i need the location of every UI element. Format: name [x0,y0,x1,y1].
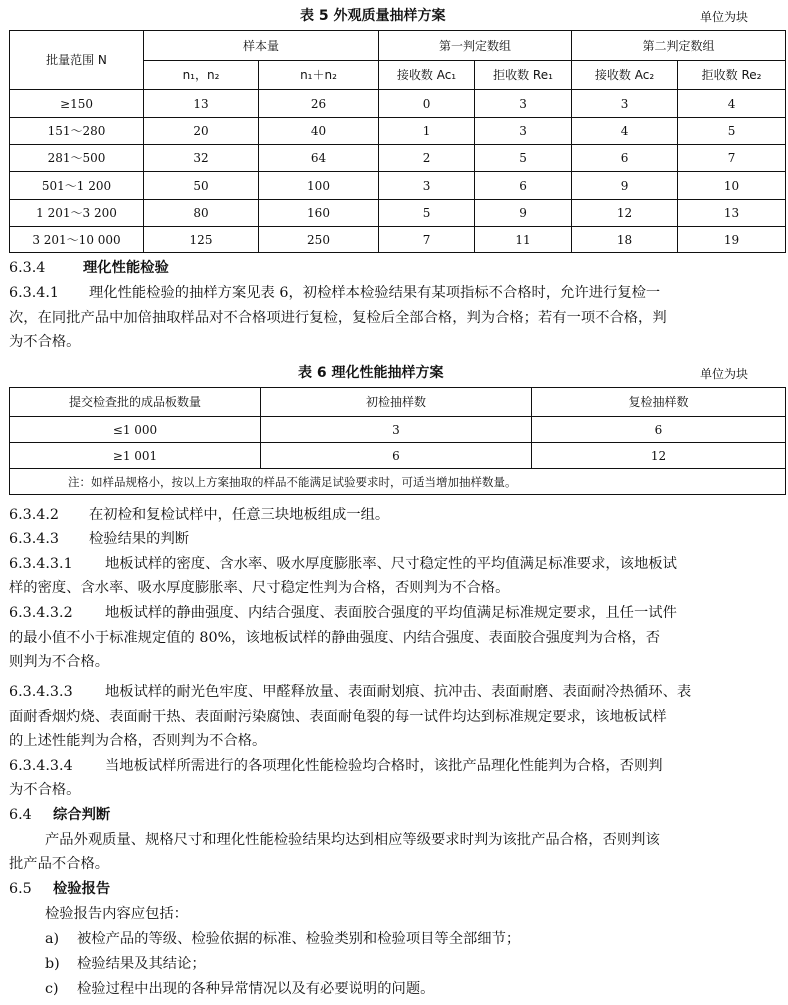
cell: 12 [532,443,786,469]
cell: 9 [572,172,678,200]
cell: 160 [259,200,379,227]
header-re2: 拒收数 Re₂ [678,61,786,90]
header-re1: 拒收数 Re₁ [475,61,572,90]
cell: 151～280 [10,118,144,145]
cell: 6 [572,145,678,172]
paragraph-text: 检验结果的判断 [89,531,190,547]
paragraph-text: 理化性能检验的抽样方案见表 6，初检样本检验结果有某项指标不合格时，允许进行复检一 [89,285,661,301]
section-6-4-heading [9,805,110,825]
section-number: 6.3.4.1 [9,285,60,301]
cell: 18 [572,227,678,253]
table5-unit: 单位为块 [700,10,749,24]
cell: 10 [678,172,786,200]
list-label: c) [45,981,59,997]
header-first-group: 第一判定数组 [379,31,572,61]
cell: ≥1 001 [10,443,261,469]
list-text: 被检产品的等级、检验依据的标准、检验类别和检验项目等全部细节； [77,931,521,947]
cell: 6 [532,417,786,443]
para-6-3-4-3 [9,529,189,549]
paragraph-text: 地板试样的密度、含水率、吸水厚度膨胀率、尺寸稳定性的平均值满足标准要求，该地板试 [105,556,677,572]
section-title: 综合判断 [53,807,111,823]
cell: 1 [379,118,475,145]
cell: 5 [475,145,572,172]
para-6-5-intro: 检验报告内容应包括： [45,906,188,922]
header-batch-quantity: 提交检查批的成品板数量 [10,388,261,417]
para-6-3-4-1-line2: 次，在同批产品中加倍抽取样品对不合格项进行复检，复检后全部合格，判为合格；若有一项不合格，判 [9,310,667,326]
header-recheck-sample: 复检抽样数 [532,388,786,417]
header-ac2: 接收数 Ac₂ [572,61,678,90]
cell: 2 [379,145,475,172]
section-6-3-4-heading [9,258,169,278]
section-number: 6.3.4.3.4 [9,758,73,774]
cell: 7 [379,227,475,253]
header-n-sum: n₁＋n₂ [259,61,379,90]
table-row [10,417,786,443]
cell: 6 [261,443,532,469]
cell: 26 [259,90,379,118]
cell: 19 [678,227,786,253]
header-initial-sample: 初检抽样数 [261,388,532,417]
table-row [10,227,786,253]
cell: 6 [475,172,572,200]
cell: 50 [144,172,259,200]
header-sample-size: 样本量 [144,31,379,61]
paragraph-text: 当地板试样所需进行的各项理化性能检验均合格时，该批产品理化性能判为合格，否则判 [105,758,663,774]
cell: 100 [259,172,379,200]
cell: 3 [475,118,572,145]
cell: 13 [678,200,786,227]
para-6-3-4-1-line3: 为不合格。 [9,334,81,350]
cell: 125 [144,227,259,253]
para-6-3-4-3-4-line2: 为不合格。 [9,782,81,798]
cell: 1 201～3 200 [10,200,144,227]
section-number: 6.3.4.2 [9,507,60,523]
cell: 250 [259,227,379,253]
cell: 11 [475,227,572,253]
para-6-3-4-1-line1 [9,283,660,303]
para-6-3-4-3-1-line1 [9,554,677,574]
table6-caption: 表 6 理化性能抽样方案 [298,365,444,381]
para-6-4-line2: 批产品不合格。 [9,856,110,872]
cell: 5 [678,118,786,145]
cell: 40 [259,118,379,145]
cell: ≥150 [10,90,144,118]
cell: 9 [475,200,572,227]
table5-caption: 表 5 外观质量抽样方案 [300,8,446,24]
para-6-3-4-3-3-line3: 的上述性能判为合格，否则判为不合格。 [9,733,267,749]
para-6-3-4-2 [9,505,389,525]
section-number: 6.5 [9,881,32,897]
list-item [45,954,206,974]
section-number: 6.3.4.3 [9,531,60,547]
cell: 20 [144,118,259,145]
table6 [9,387,786,495]
para-6-3-4-3-2-line1 [9,603,677,623]
para-6-3-4-3-3-line1 [9,682,691,702]
list-item [45,979,434,999]
section-number: 6.3.4.3.1 [9,556,73,572]
section-title: 检验报告 [53,881,111,897]
cell: 4 [572,118,678,145]
section-title: 理化性能检验 [83,260,169,276]
para-6-3-4-3-3-line2: 面耐香烟灼烧、表面耐干热、表面耐污染腐蚀、表面耐龟裂的每一试件均达到标准规定要求，该地板试样 [9,709,667,725]
section-6-5-heading [9,879,110,899]
para-6-4-line1: 产品外观质量、规格尺寸和理化性能检验结果均达到相应等级要求时判为该批产品合格，否则判该 [45,832,660,848]
para-6-3-4-3-1-line2: 样的密度、含水率、吸水厚度膨胀率、尺寸稳定性判为合格，否则判为不合格。 [9,580,510,596]
cell: 0 [379,90,475,118]
paragraph-text: 地板试样的耐光色牢度、甲醛释放量、表面耐划痕、抗冲击、表面耐磨、表面耐冷热循环、表 [105,684,692,700]
cell: 7 [678,145,786,172]
cell: 501～1 200 [10,172,144,200]
section-number: 6.3.4.3.2 [9,605,73,621]
list-text: 检验过程中出现的各种异常情况以及有必要说明的问题。 [77,981,435,997]
cell: 3 [261,417,532,443]
cell: 3 [572,90,678,118]
cell: 5 [379,200,475,227]
header-ac1: 接收数 Ac₁ [379,61,475,90]
cell: 281～500 [10,145,144,172]
table-row [10,118,786,145]
cell: 32 [144,145,259,172]
cell: 3 [379,172,475,200]
section-number: 6.3.4.3.3 [9,684,73,700]
table6-note: 注：如样品规格小，按以上方案抽取的样品不能满足试验要求时，可适当增加抽样数量。 [10,469,786,495]
section-number: 6.3.4 [9,260,46,276]
section-number: 6.4 [9,807,32,823]
cell: 80 [144,200,259,227]
paragraph-text: 地板试样的静曲强度、内结合强度、表面胶合强度的平均值满足标准规定要求，且任一试件 [105,605,677,621]
list-item [45,929,520,949]
cell: 4 [678,90,786,118]
para-6-3-4-3-4-line1 [9,756,663,776]
list-label: b) [45,956,60,972]
table-row [10,145,786,172]
table-row [10,200,786,227]
paragraph-text: 在初检和复检试样中，任意三块地板组成一组。 [89,507,390,523]
header-n-each: n₁，n₂ [144,61,259,90]
cell: 3 201～10 000 [10,227,144,253]
para-6-3-4-3-2-line3: 则判为不合格。 [9,654,110,670]
cell: 64 [259,145,379,172]
list-text: 检验结果及其结论； [77,956,206,972]
table-row [10,172,786,200]
cell: ≤1 000 [10,417,261,443]
table-row [10,443,786,469]
para-6-3-4-3-2-line2: 的最小值不小于标准规定值的 80%，该地板试样的静曲强度、内结合强度、表面胶合强度判为合格，否 [9,630,661,646]
cell: 12 [572,200,678,227]
cell: 3 [475,90,572,118]
cell: 13 [144,90,259,118]
table-row [10,90,786,118]
header-batch-range: 批量范围 N [10,31,144,90]
table5 [9,30,786,253]
header-second-group: 第二判定数组 [572,31,786,61]
table6-unit: 单位为块 [700,367,749,381]
list-label: a) [45,931,60,947]
